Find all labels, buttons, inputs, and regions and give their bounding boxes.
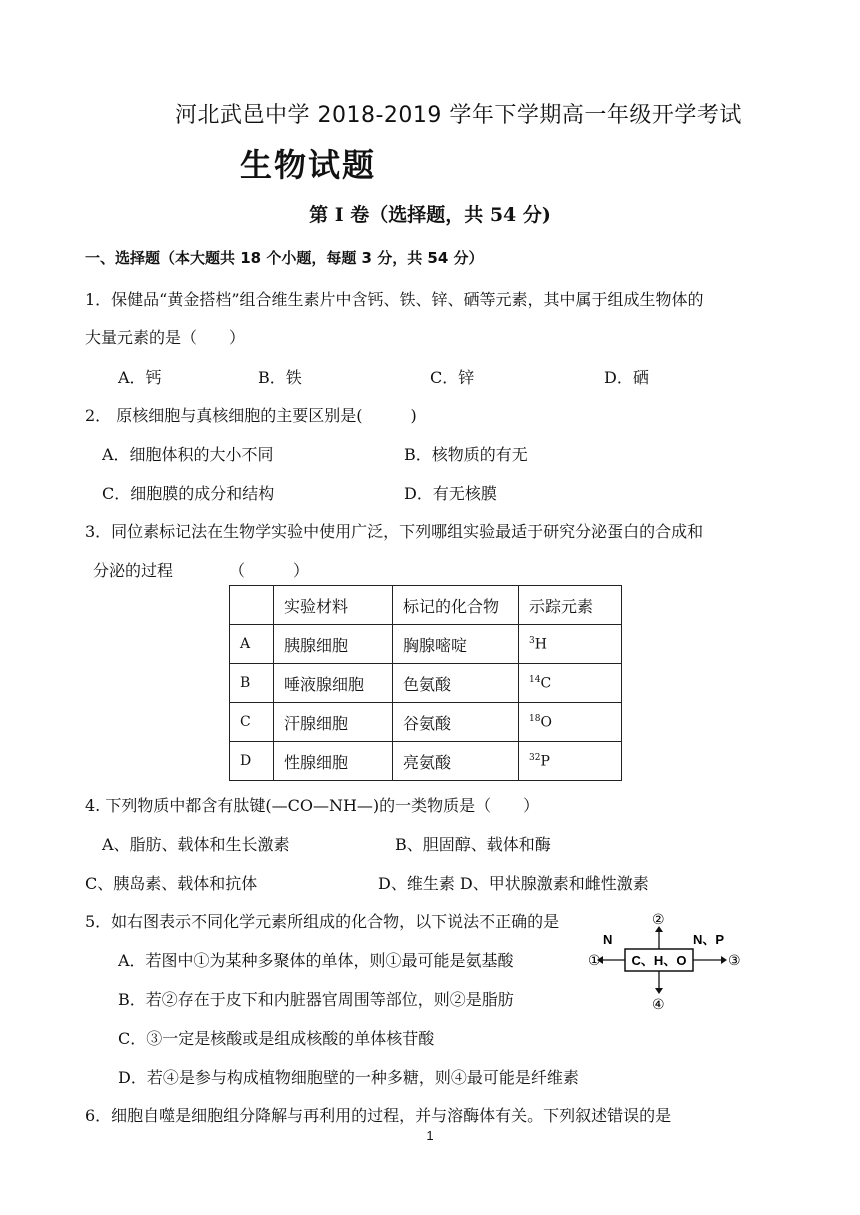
q5-option-b: B．若②存在于皮下和内脏器官周围等部位，则②是脂肪 <box>118 990 514 1009</box>
q4-option-a: A、脂肪、载体和生长激素 <box>102 835 290 854</box>
q5-option-d: D．若④是参与构成植物细胞壁的一种多糖，则④最可能是纤维素 <box>118 1068 579 1087</box>
q1-option-b: B．铁 <box>258 368 302 387</box>
node-4: ④ <box>652 997 665 1012</box>
table-header-cell: 示踪元素 <box>519 586 622 625</box>
q4-option-c: C、胰岛素、载体和抗体 <box>85 874 258 893</box>
node-1: ① <box>588 953 601 969</box>
isotope-symbol: P <box>540 753 550 770</box>
q1-stem-line2: 大量元素的是（ ） <box>85 328 246 347</box>
node-3: ③ <box>728 953 741 969</box>
table-header-cell <box>230 586 274 625</box>
isotope-symbol: O <box>540 714 552 731</box>
q1-option-c: C．锌 <box>430 368 475 387</box>
subject-title: 生物试题 <box>240 146 377 184</box>
table-cell-element <box>519 703 622 742</box>
isotope-mass: 14 <box>529 674 541 685</box>
table-cell-element <box>519 625 622 664</box>
table-cell-compound: 亮氨酸 <box>393 742 519 781</box>
table-cell-compound: 胸腺嘧啶 <box>393 625 519 664</box>
q3-stem-line2: 分泌的过程 （ ） <box>93 561 310 580</box>
section-heading: 一、选择题（本大题共 18 个小题，每题 3 分，共 54 分） <box>85 249 484 267</box>
q5-stem: 5．如右图表示不同化学元素所组成的化合物，以下说法不正确的是 <box>85 912 560 931</box>
q4-stem: 4. 下列物质中都含有肽键(—CO—NH—)的一类物质是（ ） <box>85 796 540 815</box>
element-compound-diagram <box>585 912 745 1012</box>
q5-option-c: C．③一定是核酸或是组成核酸的单体核苷酸 <box>118 1029 435 1048</box>
table-cell-compound: 谷氨酸 <box>393 703 519 742</box>
left-element-label: N <box>603 932 613 947</box>
node-2: ② <box>652 912 665 928</box>
page-number: 1 <box>426 1128 434 1143</box>
table-cell-element <box>519 664 622 703</box>
table-header-row <box>230 586 622 625</box>
q2-option-b: B．核物质的有无 <box>404 445 528 464</box>
q1-option-d: D．硒 <box>604 368 649 387</box>
part-title: 第 I 卷（选择题，共 54 分) <box>309 204 551 226</box>
table-row <box>230 625 622 664</box>
isotope-mass: 18 <box>529 713 541 724</box>
q1-option-a: A．钙 <box>118 368 162 387</box>
q2-option-d: D．有无核膜 <box>404 484 497 503</box>
q4-option-d: D、维生素 D、甲状腺激素和雌性激素 <box>378 874 649 893</box>
isotope-mass: 32 <box>529 752 541 763</box>
isotope-symbol: H <box>534 636 547 653</box>
q2-option-c: C．细胞膜的成分和结构 <box>102 484 275 503</box>
table-cell-option: B <box>230 664 274 703</box>
q2-stem: 2． 原核细胞与真核细胞的主要区别是( ) <box>85 406 417 425</box>
q4-option-b: B、胆固醇、载体和酶 <box>395 835 551 854</box>
school-exam-title: 河北武邑中学 2018-2019 学年下学期高一年级开学考试 <box>175 103 742 128</box>
table-cell-option: C <box>230 703 274 742</box>
table-header-cell: 实验材料 <box>274 586 393 625</box>
table-cell-material: 胰腺细胞 <box>274 625 393 664</box>
table-row <box>230 664 622 703</box>
isotope-symbol: C <box>540 675 552 692</box>
right-arrowhead <box>721 956 727 964</box>
q3-stem-line1: 3．同位素标记法在生物学实验中使用广泛，下列哪组实验最适于研究分泌蛋白的合成和 <box>85 522 704 541</box>
table-cell-material: 唾液腺细胞 <box>274 664 393 703</box>
isotope-mass: 3 <box>529 635 535 646</box>
table-cell-option: A <box>230 625 274 664</box>
center-elements-label: C、H、O <box>631 953 687 968</box>
table-cell-material: 性腺细胞 <box>274 742 393 781</box>
table-cell-compound: 色氨酸 <box>393 664 519 703</box>
right-element-label: N、P <box>693 932 725 947</box>
table-cell-element <box>519 742 622 781</box>
table-row <box>230 703 622 742</box>
table-cell-material: 汗腺细胞 <box>274 703 393 742</box>
q1-stem-line1: 1．保健品“黄金搭档”组合维生素片中含钙、铁、锌、硒等元素，其中属于组成生物体的 <box>85 290 704 309</box>
table-row <box>230 742 622 781</box>
table-header-cell: 标记的化合物 <box>393 586 519 625</box>
q3-table <box>229 585 622 781</box>
q2-option-a: A．细胞体积的大小不同 <box>102 445 274 464</box>
down-arrowhead <box>655 988 663 994</box>
table-cell-option: D <box>230 742 274 781</box>
q6-stem: 6．细胞自噬是细胞组分降解与再利用的过程，并与溶酶体有关。下列叙述错误的是 <box>85 1106 672 1125</box>
q5-option-a: A．若图中①为某种多聚体的单体，则①最可能是氨基酸 <box>118 951 514 970</box>
